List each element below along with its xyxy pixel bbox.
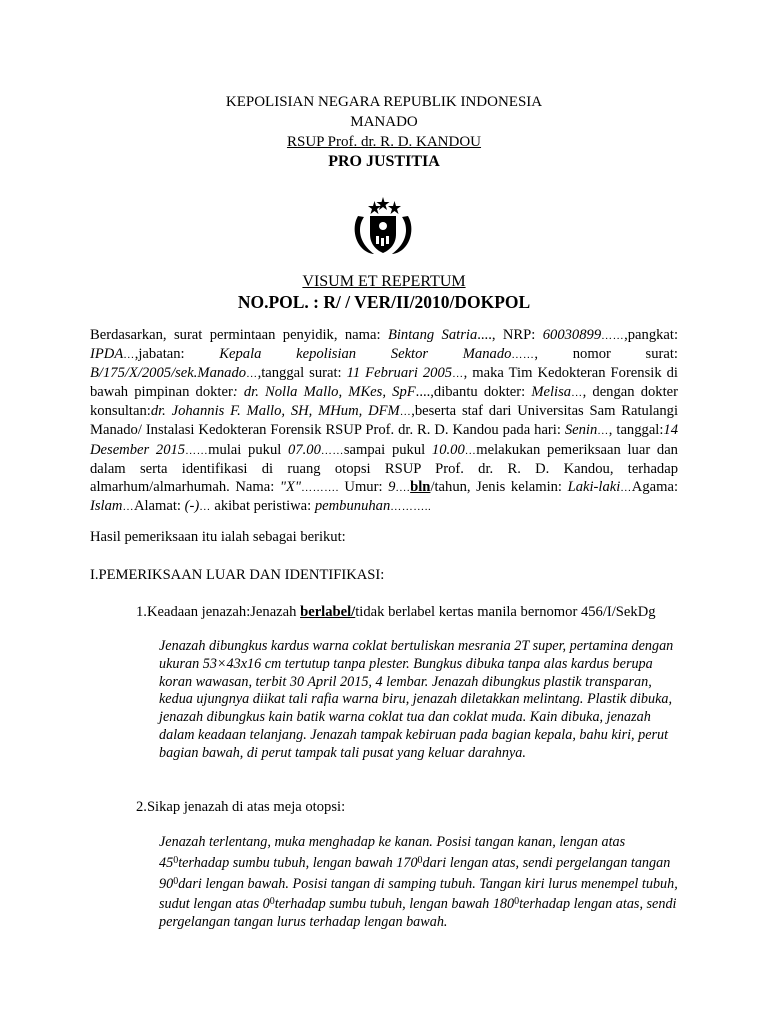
- consultant-doctor: dr. Johannis F. Mallo, SH, MHum, DFM: [150, 403, 400, 420]
- lead-doctor: : dr. Nolla Mallo, MKes, SpF: [232, 384, 416, 401]
- label-status: berlabel/: [300, 604, 356, 620]
- nrp-value: 60030899: [542, 327, 602, 343]
- pro-justitia-label: PRO JUSTITIA: [328, 153, 440, 170]
- letter-number: B/175/X/2005/sek.Manado: [90, 365, 247, 382]
- intro-paragraph: Berdasarkan, surat permintaan penyidik, nama: Bintang Satria...., NRP: 60030899……,pangkat: IPDA…,jabatan: Kepala kepolisian Sektor Manado……, nomor surat: B/175/X/2005/sek.Manado…,tanggal surat: 11 Februari 2005…, maka Tim Kedokteran Forensik di bawah pimpinan dokter: dr. Nolla Mallo, MKes, SpF....,dibantu dokter: Melisa…, dengan dokter konsultan:dr. Johannis F. Mallo, SH, MHum, DFM…,beserta staf dari Universitas Sam Ratulangi Manado/ Instalasi Kedokteran Forensik RSUP Prof. dr. R. D. Kandou pada hari: Senin…, tanggal:14 Desember 2015……mulai pukul 07.00……sampai pukul 10.00…melakukan pemeriksaan luar dan dalam serta identifikasi di ruang otopsi RSUP Prof. dr. R. D. Kandou, terhadap almarhum/almarhumah. Nama: "X"………. Umur: 9….bln/tahun, Jenis kelamin: Laki-laki…Agama: Islam…Alamat: (-)… akibat peristiwa: pembunuhan………..: [90, 327, 679, 514]
- visum-title: VISUM ET REPERTUM: [302, 273, 466, 290]
- item-1-label: 1.Keadaan jenazah:Jenazah berlabel/tidak berlabel kertas manila bernomor 456/I/SekDg: [136, 604, 656, 620]
- investigator-name: Bintang Satria: [387, 327, 478, 343]
- sex-value: Laki-laki: [567, 478, 621, 495]
- document-title: [0, 272, 768, 312]
- position-value: Kepala kepolisian Sektor Manado: [219, 346, 512, 363]
- end-time: 10.00: [431, 441, 465, 458]
- institution-city: MANADO: [350, 114, 418, 130]
- letter-date: 11 Februari 2005: [346, 365, 453, 382]
- item-2-label: 2.Sikap jenazah di atas meja otopsi:: [136, 799, 346, 815]
- exam-date: 14 Desember 2015: [90, 422, 678, 458]
- incident-value: pembunuhan: [314, 497, 391, 514]
- rank-value: IPDA: [90, 346, 124, 363]
- deceased-name: "X": [279, 478, 302, 495]
- age-unit: bln: [410, 478, 431, 495]
- address-value: (-): [184, 497, 200, 514]
- letterhead: [0, 92, 768, 172]
- exam-day: Senin: [564, 422, 598, 439]
- results-heading: Hasil pemeriksaan itu ialah sebagai berikut:: [90, 529, 346, 545]
- age-value: 9: [388, 478, 396, 495]
- police-emblem-icon: [350, 196, 416, 258]
- item-2-body: Jenazah terlentang, muka menghadap ke kanan. Posisi tangan kanan, lengan atas $45^0terhadap$ sumbu tubuh, lengan bawah $170^0dari$ lengan atas, sendi pergelangan tangan $90^0dari$ lengan bawah. Posisi tangan di samping tubuh. Tangan kiri lurus menempel tubuh, sudut lengan atas $0^0terhadap$ sumbu tubuh, lengan bawah $180^0terhadap$ lengan atas, sendi pergelangan tangan lurus terhadap lengan bawah.: [159, 834, 678, 931]
- start-time: 07.00: [288, 441, 321, 458]
- institution-name: KEPOLISIAN NEGARA REPUBLIK INDONESIA: [225, 94, 543, 110]
- religion-value: Islam: [90, 497, 123, 514]
- item-1-body: Jenazah dibungkus kardus warna coklat bertuliskan mesrania 2T super, pertamina dengan ukuran 53×43x16 cm tertutup tanpa plester. Bungkus dibuka tanpa alas kardus berupa koran wawasan, terbit 30 April 2015, 4 lembar. Jenazah dibungkus plastik transparan, kedua ujungnya diikat tali rafia warna biru, jenazah diletakkan melintang. Plastik dibuka, jenazah dibungkus kain batik warna coklat tua dan coklat muda. Kain dibuka, jenazah dalam keadaan telanjang. Jenazah tampak kebiruan pada bagian kepala, bahu kiri, perut bagian bawah, di perut tampak tali pusat yang keluar darahnya.: [159, 638, 674, 761]
- hospital-name: RSUP Prof. dr. R. D. KANDOU: [286, 134, 482, 150]
- document-number: NO.POL. : R/ / VER/II/2010/DOKPOL: [237, 292, 531, 312]
- assistant-doctor: Melisa: [531, 384, 572, 401]
- section-heading: I.PEMERIKSAAN LUAR DAN IDENTIFIKASI:: [90, 567, 385, 583]
